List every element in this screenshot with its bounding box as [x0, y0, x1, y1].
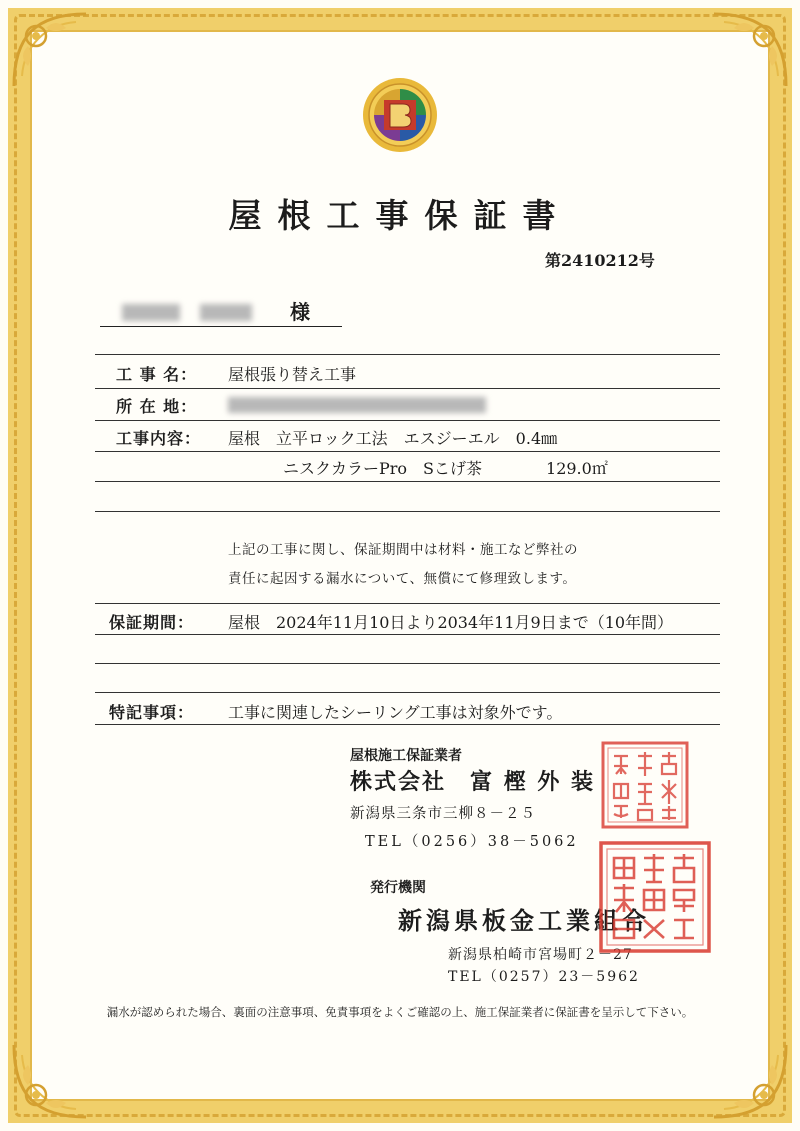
contractor-caption: 屋根施工保証業者: [350, 748, 462, 764]
work-name-value: 屋根張り替え工事: [228, 365, 357, 384]
divider: [95, 420, 720, 421]
issuer-address: 新潟県柏崎市宮場町２－27: [448, 947, 633, 963]
contractor-tel: TEL（0256）38－5062: [365, 834, 579, 850]
work-content-line1: 屋根 立平ロック工法 エスジーエル 0.4㎜: [228, 429, 558, 448]
corner-ornament-icon: [704, 1035, 794, 1125]
divider: [95, 724, 720, 725]
footnote: 漏水が認められた場合、裏面の注意事項、免責事項をよくご確認の上、施工保証業者に保証書を呈示して下さい。: [106, 1005, 694, 1019]
certificate-number: 第2410212号: [545, 251, 655, 270]
special-notes-label: 特記事項：: [109, 703, 195, 722]
corner-ornament-icon: [6, 6, 96, 96]
issuer-name: 新潟県板金工業組合: [398, 906, 650, 935]
recipient-field: [100, 296, 342, 327]
issuer-caption: 発行機関: [370, 880, 426, 896]
location-label: 所 在 地：: [116, 397, 198, 416]
work-content-label: 工事内容：: [116, 429, 202, 448]
association-emblem-icon: [361, 76, 439, 154]
contractor-seal-icon: [600, 740, 690, 830]
divider: [95, 663, 720, 664]
issuer-seal-icon: [598, 840, 712, 954]
redacted-address: [228, 397, 486, 413]
redacted-name: [122, 304, 180, 321]
divider: [95, 634, 720, 635]
contractor-address: 新潟県三条市三柳８－２５: [350, 806, 536, 822]
notice-line1: 上記の工事に関し、保証期間中は材料・施工など弊社の: [228, 542, 578, 558]
warranty-period-value: 屋根 2024年11月10日より2034年11月9日まで（10年間）: [228, 613, 674, 632]
work-name-label: 工 事 名：: [116, 365, 198, 384]
divider: [95, 692, 720, 693]
warranty-period-label: 保証期間：: [109, 613, 195, 632]
special-notes-value: 工事に関連したシーリング工事は対象外です。: [228, 703, 563, 722]
issuer-tel: TEL（0257）23－5962: [448, 969, 640, 985]
divider: [95, 603, 720, 604]
recipient-honorific: 様: [290, 300, 310, 324]
corner-ornament-icon: [704, 6, 794, 96]
divider: [95, 481, 720, 482]
document-title: 屋根工事保証書: [228, 196, 572, 235]
divider: [95, 388, 720, 389]
divider: [95, 354, 720, 355]
corner-ornament-icon: [6, 1035, 96, 1125]
divider: [95, 451, 720, 452]
work-content-line2: ニスクカラーPro Sこげ茶 129.0㎡: [283, 459, 608, 478]
notice-line2: 責任に起因する漏水について、無償にて修理致します。: [228, 571, 577, 587]
redacted-name: [200, 304, 252, 321]
contractor-name: 株式会社 富 樫 外 装: [350, 769, 595, 795]
divider: [95, 511, 720, 512]
